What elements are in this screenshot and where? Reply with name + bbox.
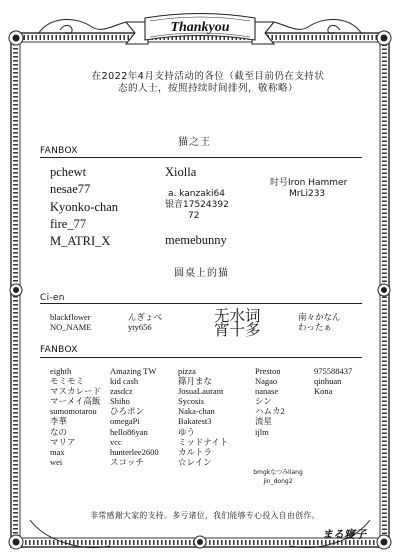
supporter-name: 时号Iron Hammer — [270, 178, 348, 188]
tier-title-round-table-cat: 圆桌上的猫 — [174, 268, 229, 279]
supporter-name: hunterlee2600 — [110, 446, 159, 457]
supporter-name: 篠月まな — [178, 376, 213, 387]
section-heading-fanbox: FANBOX — [40, 146, 78, 156]
supporter-name: んぎょべ — [128, 312, 163, 322]
supporter-column-3 — [178, 366, 228, 467]
supporter-name: 银音17524392 — [165, 200, 229, 210]
section-divider — [40, 157, 362, 158]
supporter-name: ☆レイン — [178, 456, 212, 467]
supporter-name: ミッドナイト — [178, 436, 229, 447]
supporter-name: 975588437 — [314, 366, 353, 376]
supporter-name: Preston — [255, 366, 281, 376]
supporter-name: nanase — [255, 386, 279, 397]
supporter-name: スコッチ — [110, 456, 144, 467]
section-heading-ci-en: Ci-en — [40, 293, 65, 303]
supporter-name: Kyonko-chan — [50, 199, 119, 214]
supporter-column-1 — [50, 312, 92, 332]
supporter-column-4 — [255, 366, 285, 437]
supporter-name: NO_NAME — [50, 322, 92, 332]
tier-title-cat-king: 猫之王 — [178, 137, 211, 148]
supporter-name: eighth — [50, 366, 72, 376]
supporter-name: シン — [255, 396, 272, 407]
intro-line-1: 在2022年4月支持活动的各位（截至目前仍在支持状 — [91, 71, 325, 82]
supporter-name: pizza — [178, 366, 196, 376]
supporter-name: ハムカ2 — [255, 406, 285, 417]
supporter-name: カルトラ — [178, 446, 213, 457]
section-divider — [40, 357, 362, 358]
supporter-name: わったぁ — [298, 322, 332, 332]
supporter-name: 流星 — [255, 416, 273, 427]
supporter-name: a. kanzaki64 — [168, 189, 225, 199]
supporter-name: ひろポン — [110, 406, 145, 417]
banner-title: Thankyou — [170, 20, 230, 35]
supporter-name: MrLi233 — [289, 189, 326, 199]
supporter-name: hello86yan — [110, 426, 148, 437]
supporter-column-4 — [298, 312, 341, 332]
corner-flower-icons — [9, 31, 391, 549]
supporter-name: M_ATRI_X — [50, 234, 111, 249]
supporter-name: blackflower — [50, 312, 91, 322]
supporter-name: jin_dong2 — [263, 478, 293, 485]
supporter-name: vcc — [110, 436, 122, 447]
supporter-column-5 — [314, 366, 352, 396]
supporter-name: ijlm — [255, 426, 269, 437]
footer-message: 非常感谢大家的支持。多亏诸位，我们能够专心投入自由创作。 — [90, 511, 320, 520]
supporter-name: Sycosis — [178, 396, 204, 407]
supporter-name: マリア — [50, 436, 76, 447]
supporter-name: Shiho — [110, 396, 130, 407]
supporter-name: Nagao — [255, 376, 278, 387]
supporter-name: 宵十多 — [214, 321, 261, 339]
supporter-column-1 — [50, 164, 118, 250]
supporter-name: ゆう — [178, 426, 196, 437]
supporter-name: Amazing TW — [110, 366, 157, 376]
supporter-name: max — [50, 446, 65, 457]
supporter-name: memebunny — [165, 233, 227, 247]
supporter-name: Xiolla — [165, 165, 197, 179]
supporter-name: omegaPi — [110, 416, 140, 427]
supporter-name: Kona — [314, 386, 333, 397]
supporter-column-2 — [128, 312, 162, 332]
supporter-name: pchewt — [50, 165, 87, 179]
border-swirls — [30, 19, 370, 547]
intro-line-2: 态的人士，按照持续时间排列，敬称略） — [117, 83, 298, 94]
supporter-column-1 — [50, 366, 101, 467]
supporter-name: Naka-chan — [178, 406, 215, 417]
section-divider — [40, 303, 362, 304]
supporter-name: bmgkなつみliang — [253, 469, 303, 476]
supporter-name: マスカレード — [50, 386, 102, 397]
border-lines — [11, 33, 389, 547]
supporter-name: kid cash — [110, 376, 139, 387]
supporter-name: qinhuan — [314, 376, 342, 387]
supporter-name: 南々かなん — [298, 312, 341, 322]
supporter-name: 72 — [188, 211, 200, 221]
supporter-name: JosuaLaurant — [178, 386, 224, 397]
supporter-column-3 — [214, 309, 261, 337]
supporter-name: yty656 — [128, 322, 152, 332]
supporter-name: zasdcz — [110, 386, 133, 397]
supporter-name: マーメイ高飯 — [50, 396, 101, 407]
supporter-name: 李華 — [50, 416, 68, 427]
signature: まる寝子 — [322, 529, 366, 541]
supporter-name: モミモミ — [50, 376, 85, 387]
section-heading-fanbox: FANBOX — [40, 345, 78, 355]
supporter-name: nesae77 — [50, 182, 91, 197]
supporter-column-4-small — [250, 468, 306, 486]
supporter-name: sumomotarou — [50, 406, 97, 417]
supporter-name: wei — [50, 456, 63, 467]
supporter-name: fire_77 — [50, 216, 87, 231]
supporter-name: Bakatest3 — [178, 416, 212, 427]
supporter-name: 无水词 — [214, 307, 261, 325]
supporter-column-2 — [110, 366, 159, 467]
supporter-name: なの — [50, 426, 68, 437]
